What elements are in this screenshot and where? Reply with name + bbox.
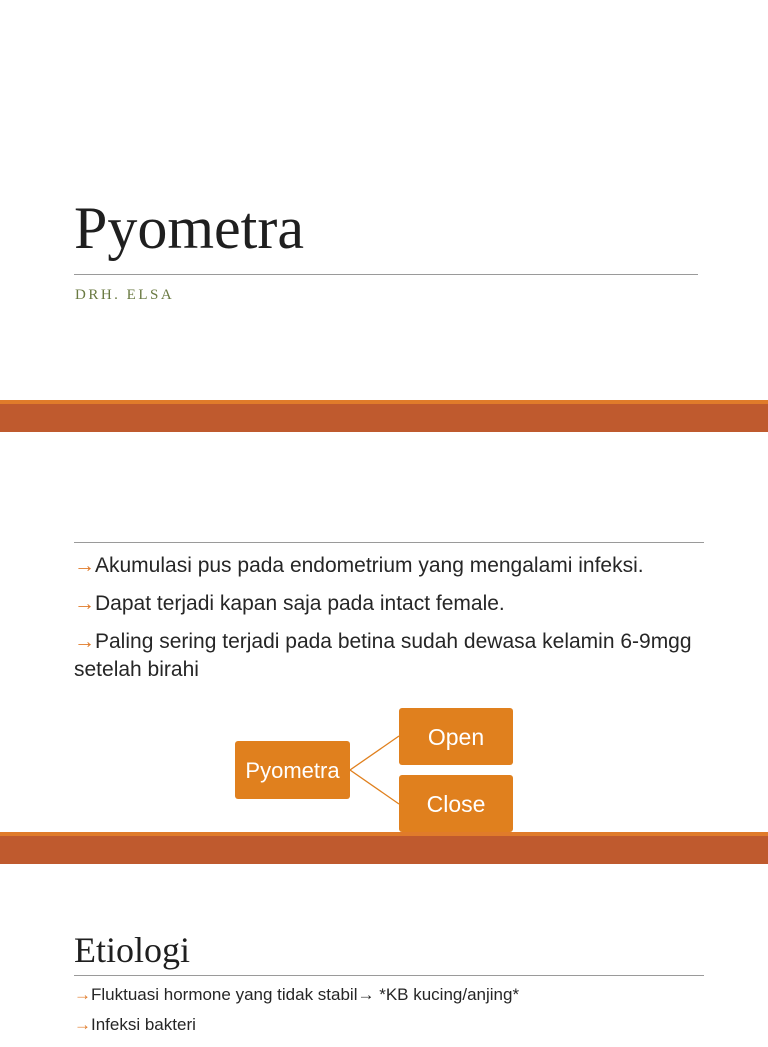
- bullet-text: Paling sering terjadi pada betina sudah dewasa kelamin 6-9mgg setelah birahi: [74, 630, 692, 681]
- slide-separator-band: [0, 832, 768, 864]
- arrow-right-icon: →: [357, 985, 375, 1004]
- arrow-right-icon: →: [74, 985, 91, 1004]
- arrow-right-icon: →: [74, 554, 95, 577]
- diagram-node-close: Close: [399, 775, 513, 832]
- bullet-text: Akumulasi pus pada endometrium yang mengalami infeksi.: [95, 554, 644, 577]
- etiologi-slide: [0, 864, 768, 1034]
- slide-title: Pyometra: [74, 195, 304, 261]
- slide-title: Etiologi: [74, 930, 190, 970]
- content-slide: [0, 432, 768, 832]
- bullet-item: [74, 628, 694, 684]
- bullet-text: Infeksi bakteri: [91, 1015, 196, 1034]
- connector-lines: [350, 736, 399, 804]
- bullet-item: [74, 1013, 704, 1037]
- arrow-right-icon: →: [74, 592, 95, 615]
- diagram-root-node: Pyometra: [235, 741, 350, 799]
- bullet-list: [74, 983, 704, 1047]
- arrow-right-icon: →: [74, 1015, 91, 1034]
- bullet-text: Dapat terjadi kapan saja pada intact female.: [95, 592, 505, 615]
- slide-separator-band: [0, 400, 768, 432]
- bullet-text: *KB kucing/anjing*: [374, 985, 520, 1004]
- top-divider: [74, 542, 704, 543]
- title-slide: [0, 0, 768, 400]
- title-divider: [74, 975, 704, 976]
- bullet-text: Fluktuasi hormone yang tidak stabil: [91, 985, 358, 1004]
- bullet-item: [74, 590, 694, 618]
- bullet-list: [74, 552, 694, 694]
- arrow-right-icon: →: [74, 630, 95, 653]
- bullet-item: [74, 983, 704, 1007]
- bullet-item: [74, 552, 694, 580]
- title-divider: [74, 274, 698, 275]
- diagram-node-open: Open: [399, 708, 513, 765]
- slide-subtitle: DRH. ELSA: [75, 287, 175, 303]
